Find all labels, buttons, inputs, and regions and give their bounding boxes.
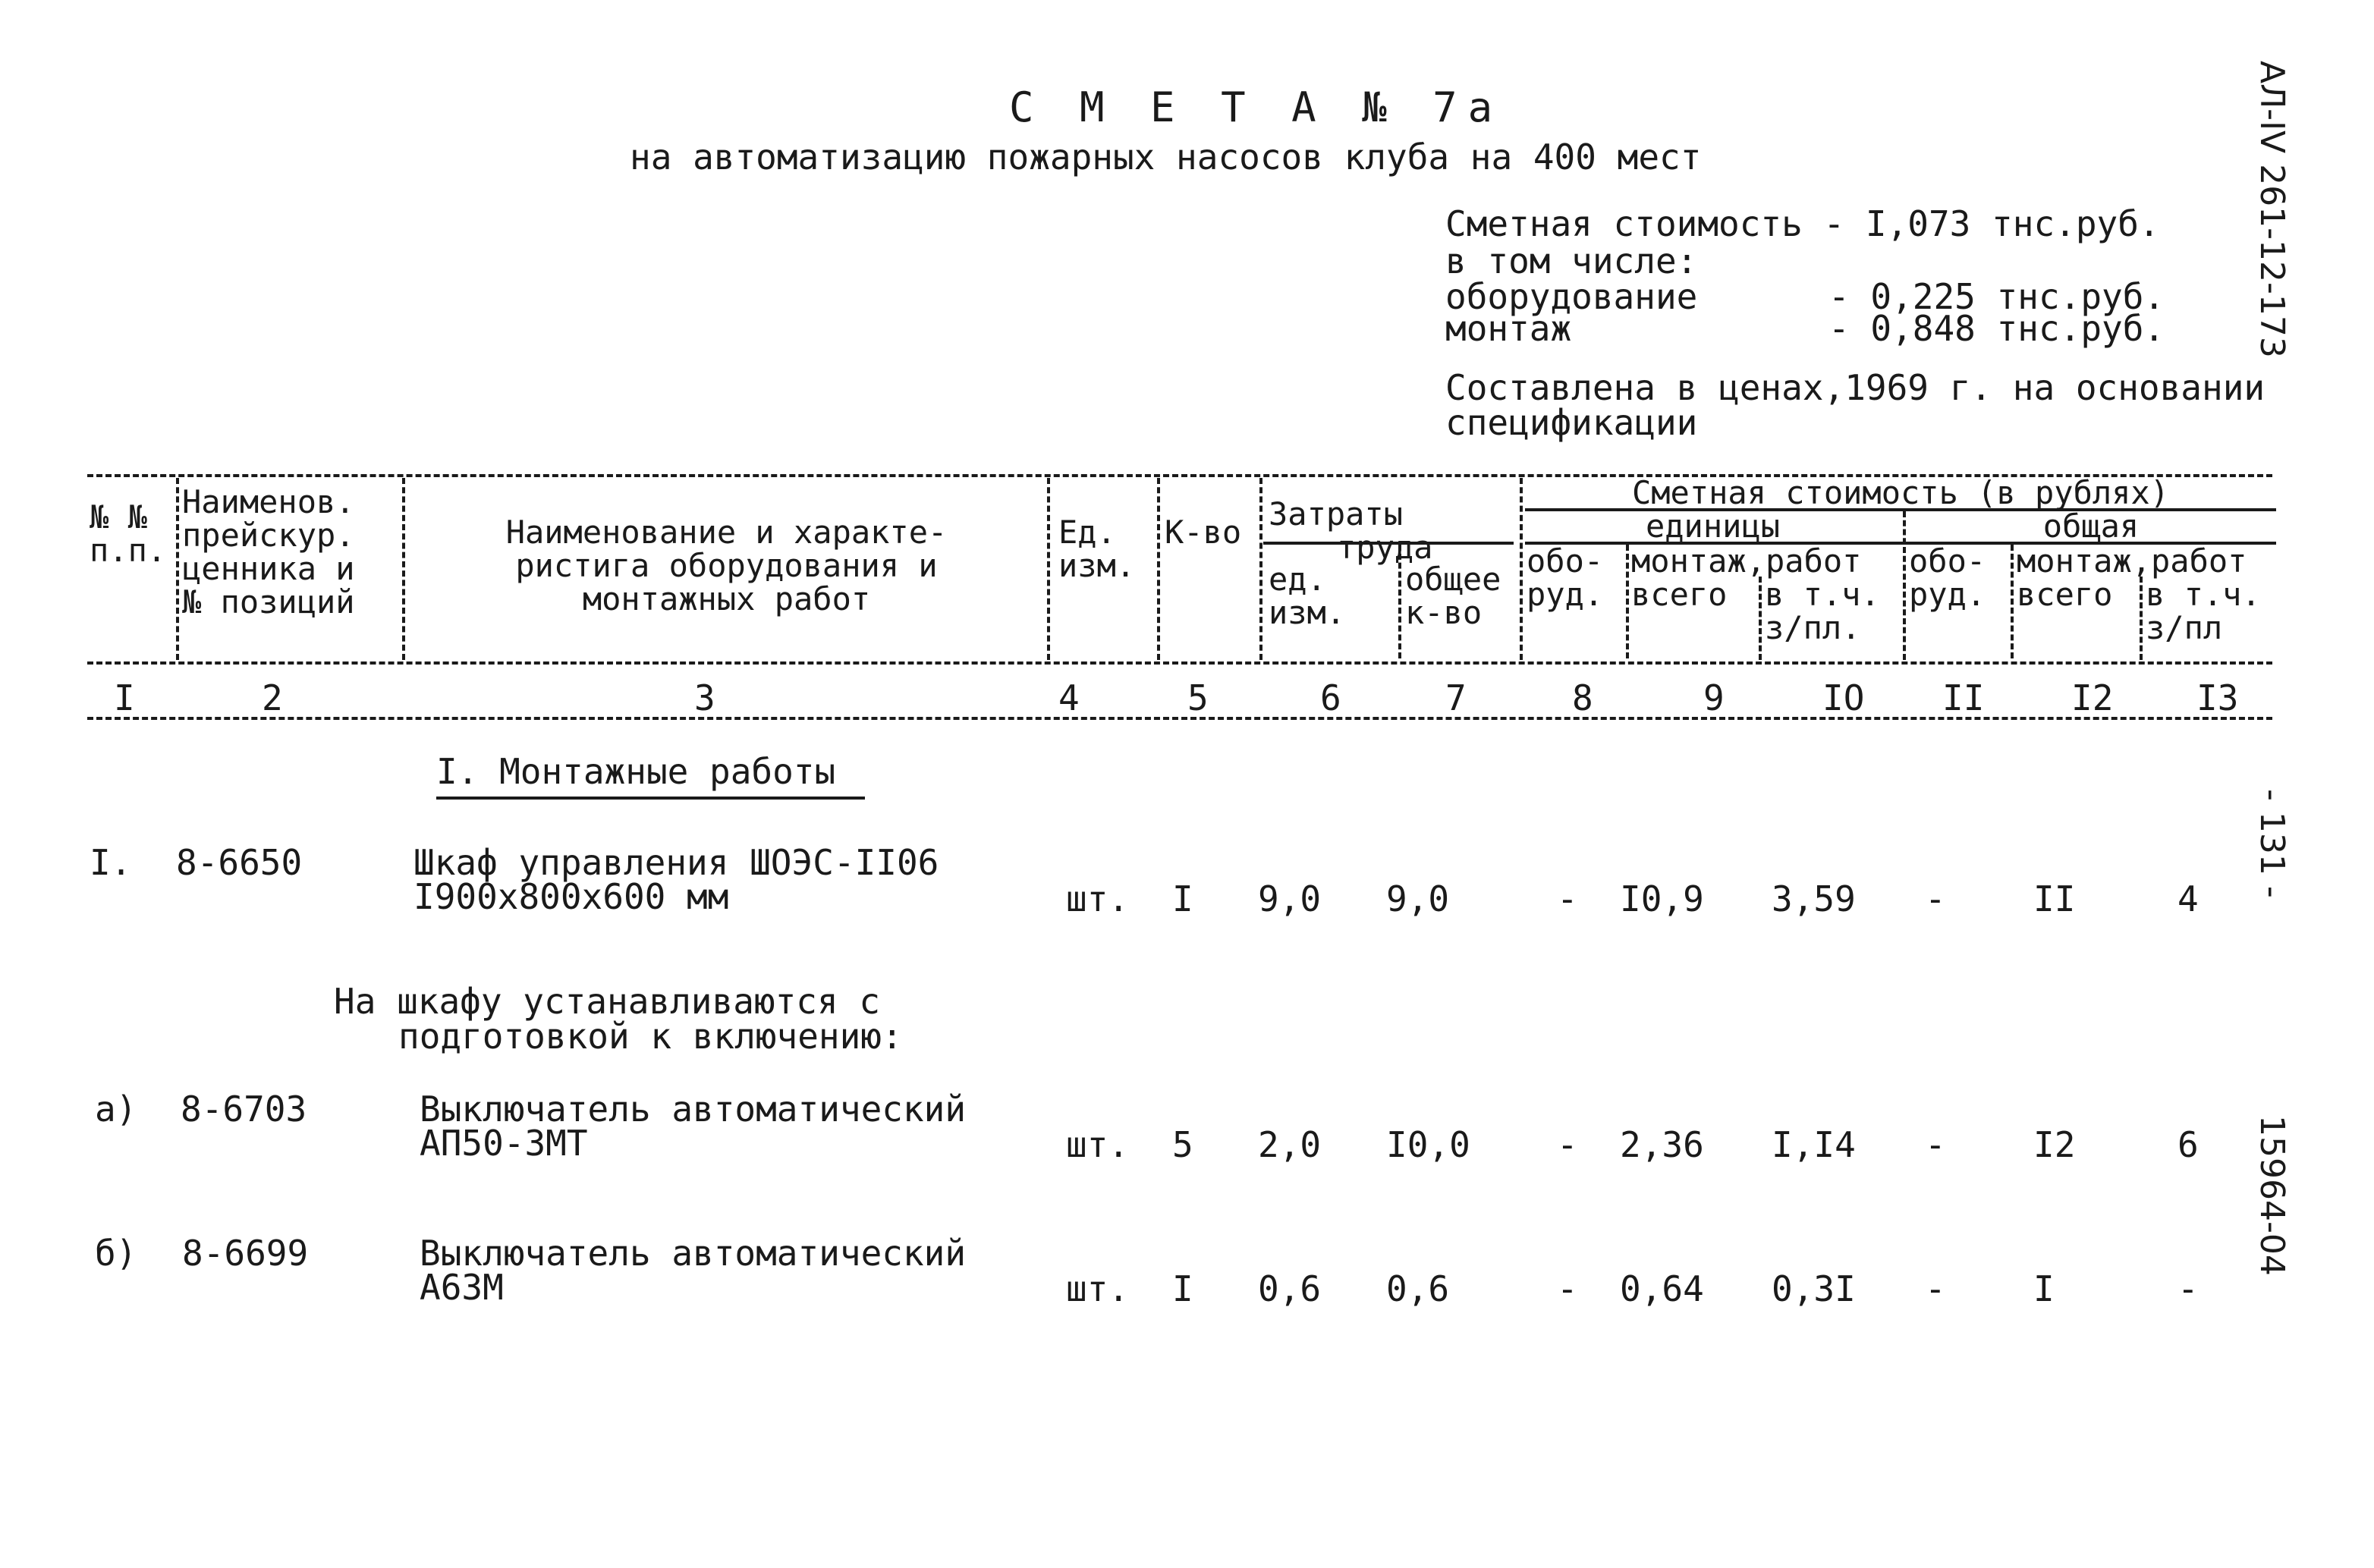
row3-unit: шт.	[1066, 1268, 1130, 1309]
mounting-label: монтаж	[1445, 308, 1572, 349]
col-number: 7	[1445, 677, 1467, 718]
col5-header: К-во	[1165, 514, 1242, 551]
row3-mount-total: I	[2033, 1268, 2055, 1309]
col-number: II	[1942, 677, 1985, 718]
col-sep	[176, 478, 179, 660]
col-number: 4	[1058, 677, 1080, 718]
row2-mount-unit: 2,36	[1620, 1124, 1704, 1165]
col6-header: ед. изм.	[1269, 561, 1346, 631]
col-sep	[1520, 478, 1523, 660]
col9-header: всего	[1631, 576, 1728, 613]
col4-header: Ед. изм.	[1058, 514, 1136, 584]
total-cost-header: общая	[2042, 507, 2140, 545]
row1-equip-unit: -	[1557, 878, 1578, 919]
mount-unit-header: монтаж,работ	[1631, 542, 1862, 580]
cost-incl-label: в том числе:	[1445, 240, 1698, 281]
row1-mount-unit: I0,9	[1620, 878, 1704, 919]
col-sep	[1259, 478, 1262, 660]
basis-line-2: спецификации	[1445, 402, 1698, 443]
row3-code: 8-6699	[182, 1233, 309, 1274]
col-number: 2	[262, 677, 283, 718]
row2-qty: 5	[1172, 1124, 1193, 1165]
col1-header: № № п.п.	[90, 498, 167, 569]
row2-wage-unit: I,I4	[1772, 1124, 1856, 1165]
col-sep	[1759, 577, 1762, 660]
equipment-value: - 0,225 тнс.руб.	[1828, 276, 2165, 317]
row1-name-2: I900x800x600 мм	[413, 876, 729, 917]
col-sep	[1047, 478, 1050, 660]
col-number: I2	[2071, 677, 2114, 718]
row3-labor-unit: 0,6	[1258, 1268, 1322, 1309]
col-sep	[1626, 545, 1629, 658]
col11-header: обо- руд.	[1909, 542, 1986, 613]
col-number: 5	[1187, 677, 1209, 718]
margin-code: АЛ-IV 261-12-173	[2253, 61, 2291, 358]
row1-wage-unit: 3,59	[1772, 878, 1856, 919]
col-sep	[2140, 577, 2143, 660]
row3-wage-total: -	[2177, 1268, 2199, 1309]
row3-qty: I	[1172, 1268, 1193, 1309]
col-number: 3	[694, 677, 715, 718]
document-subtitle: на автоматизацию пожарных насосов клуба на 400 мест	[630, 137, 1702, 178]
col-number: I3	[2196, 677, 2239, 718]
row3-name: Выключатель автоматический	[420, 1233, 967, 1274]
row1-no: I.	[90, 842, 132, 883]
row2-mount-total: I2	[2033, 1124, 2076, 1165]
col-sep	[1157, 478, 1160, 660]
row3-no: б)	[95, 1233, 137, 1274]
margin-page-number: - 131 -	[2253, 789, 2291, 898]
row1-name: Шкаф управления ШОЭС-II06	[413, 842, 939, 883]
row2-name-2: АП50-3МТ	[420, 1123, 588, 1164]
row3-name-2: А63М	[420, 1267, 504, 1308]
row3-mount-unit: 0,64	[1620, 1268, 1704, 1309]
section-title-underline	[436, 797, 865, 800]
col-sep	[402, 478, 405, 660]
col8-header: обо- руд.	[1527, 542, 1604, 613]
col-sep	[2011, 545, 2014, 658]
margin-inventory-number: 15964-04	[2253, 1115, 2291, 1276]
col3-header: Наименование и характе- ристига оборудования и монтажных работ	[505, 514, 948, 617]
row2-name: Выключатель автоматический	[420, 1089, 967, 1130]
col-number: 8	[1572, 677, 1593, 718]
cost-total: Сметная стоимость - I,073 тнс.руб.	[1445, 203, 2160, 244]
header-bottom-rule	[87, 661, 2272, 665]
section-title: I. Монтажные работы	[436, 751, 836, 792]
mount-total-header: монтаж,работ	[2017, 542, 2247, 580]
equipment-label: оборудование	[1445, 276, 1698, 317]
col10-header: в т.ч. з/пл.	[1765, 576, 1880, 646]
col-number: IO	[1822, 677, 1865, 718]
mounting-note: На шкафу устанавливаются с подготовкой к включению:	[334, 981, 903, 1057]
row2-labor-total: I0,0	[1386, 1124, 1470, 1165]
document-title: С М Е Т А № 7а	[1009, 83, 1504, 131]
row2-unit: шт.	[1066, 1124, 1130, 1165]
col-number: I	[114, 677, 135, 718]
row2-labor-unit: 2,0	[1258, 1124, 1322, 1165]
row1-labor-unit: 9,0	[1258, 878, 1322, 919]
row3-equip-unit: -	[1557, 1268, 1578, 1309]
row1-labor-total: 9,0	[1386, 878, 1450, 919]
col13-header: в т.ч. з/пл	[2146, 576, 2261, 646]
row2-wage-total: 6	[2177, 1124, 2199, 1165]
col7-header: общее к-во	[1405, 561, 1501, 631]
col2-header: Наименов. прейскур. ценника и № позиций	[182, 483, 355, 621]
row1-code: 8-6650	[176, 842, 303, 883]
mounting-value: - 0,848 тнс.руб.	[1828, 308, 2165, 349]
row3-labor-total: 0,6	[1386, 1268, 1450, 1309]
basis-line-1: Составлена в ценах,1969 г. на основании	[1445, 367, 2266, 408]
row3-wage-unit: 0,3I	[1772, 1268, 1856, 1309]
row1-mount-total: II	[2033, 878, 2076, 919]
row1-unit: шт.	[1066, 878, 1130, 919]
labor-header: Затраты труда	[1269, 495, 1433, 566]
row2-no: а)	[95, 1089, 137, 1130]
row2-code: 8-6703	[181, 1089, 307, 1130]
row1-equip-total: -	[1925, 878, 1946, 919]
row2-equip-unit: -	[1557, 1124, 1578, 1165]
col12-header: всего	[2017, 576, 2113, 613]
cost-group-header: Сметная стоимость (в рублях)	[1631, 474, 2169, 511]
row1-qty: I	[1172, 878, 1193, 919]
row2-equip-total: -	[1925, 1124, 1946, 1165]
col-number: 6	[1320, 677, 1341, 718]
col-number: 9	[1703, 677, 1725, 718]
row1-wage-total: 4	[2177, 878, 2199, 919]
row3-equip-total: -	[1925, 1268, 1946, 1309]
unit-cost-header: единицы	[1645, 507, 1780, 545]
